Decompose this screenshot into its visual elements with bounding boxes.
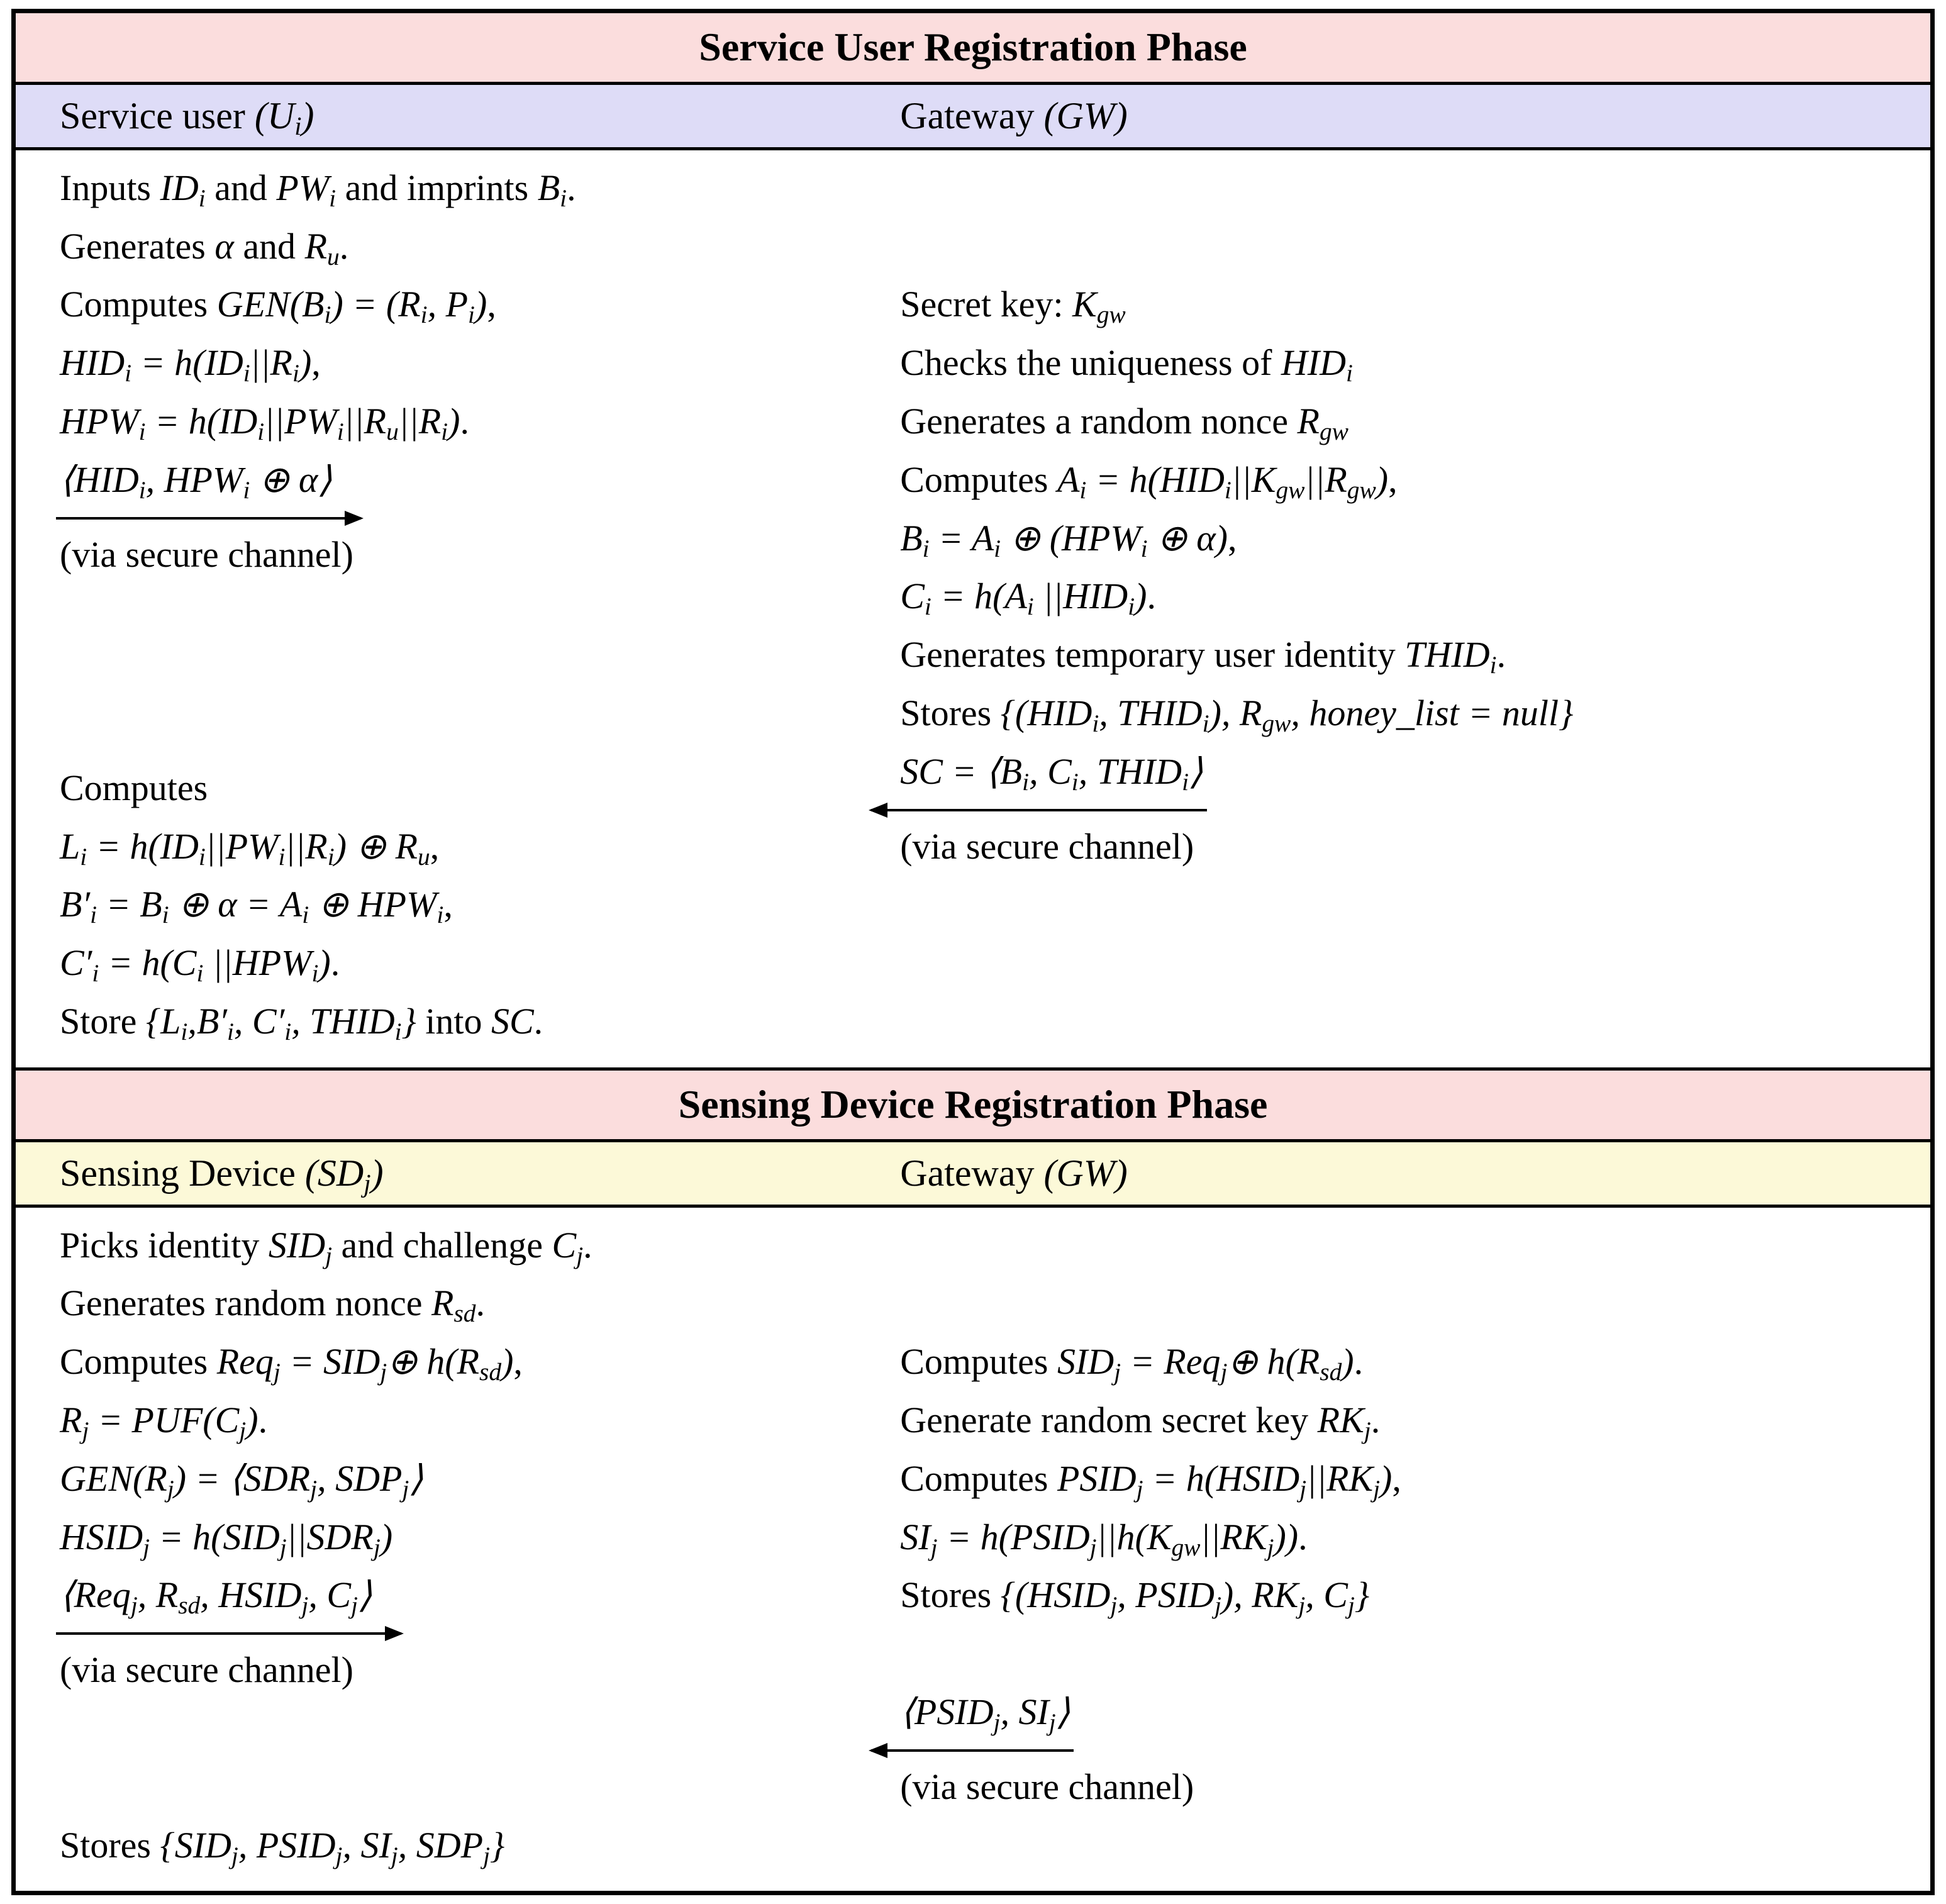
send-arrow (56, 1632, 401, 1635)
protocol-line (900, 218, 1918, 276)
receive-arrow (871, 809, 1206, 811)
protocol-line (60, 584, 896, 642)
protocol-line (900, 159, 1918, 218)
section1-header-left: Service user $(U_i)$ (60, 94, 314, 140)
protocol-figure (11, 9, 1935, 1895)
protocol-line: (via secure channel) (900, 1766, 1194, 1807)
receive-arrow (871, 1749, 1074, 1752)
protocol-line: Generate random secret key $RK_j$. (900, 1399, 1381, 1444)
protocol-line: Store {$L_i,B'_i$, $C'_i$, $THID_i$} into SC. (60, 1000, 543, 1045)
section1-title: Service User Registration Phase (16, 13, 1930, 85)
protocol-line: Generates a random nonce $R_{gw}$ (900, 400, 1348, 445)
protocol-line (60, 1758, 896, 1817)
protocol-line: $GEN(R_j)$ = $⟨SDR_j$, $SDP_j⟩$ (60, 1457, 423, 1503)
protocol-line: Stores {$SID_j$, $PSID_j$, $SI_j$, $SDP_j$} (60, 1824, 505, 1869)
protocol-line (60, 642, 896, 701)
protocol-line: $C_i = h(A_i$ $||HID_i$). (900, 576, 1156, 621)
section2-header-right: Gateway (GW) (900, 1152, 1128, 1194)
section2-header-row (16, 1142, 1930, 1208)
protocol-line: Computes $GEN(B_i) = (R_i$, $P_i$), (60, 284, 496, 329)
protocol-line: $B_i = A_i$ ⊕ ($HPW_i$ ⊕ α), (900, 517, 1237, 562)
protocol-line: Generates temporary user identity $THID_i$. (900, 634, 1506, 679)
channel-message: SC = $⟨B_i$, $C_i$, $THID_i⟩$ (900, 743, 1203, 818)
protocol-line: Generates random nonce $R_{sd}$. (60, 1283, 486, 1328)
section1-body (16, 150, 1930, 1067)
protocol-line (60, 451, 896, 526)
protocol-line: Computes $Req_j = SID_j\oplus$ $h(R_{sd})$, (60, 1341, 523, 1386)
send-arrow (56, 517, 361, 520)
protocol-line: $HPW_i = h(ID_i||PW_i||R_u||R_i)$. (60, 400, 469, 445)
protocol-line: $HID_i = h(ID_i||R_i)$, (60, 342, 321, 387)
section1-header-row (16, 85, 1930, 150)
protocol-line: Computes $A_i = h(HID_i||K_{gw}||R_{gw})$, (900, 459, 1398, 504)
protocol-line (900, 1683, 1918, 1758)
protocol-line: Checks the uniqueness of $HID_i$ (900, 342, 1353, 387)
protocol-line (900, 1625, 1918, 1683)
protocol-line (60, 701, 896, 759)
channel-message: ⟨Req$_j$, $R_{sd}$, $HSID_j$, $C_j⟩$ (60, 1566, 372, 1641)
protocol-line: Computes (60, 767, 208, 808)
protocol-line (900, 743, 1918, 818)
protocol-line: Generates α and $R_u$. (60, 225, 349, 270)
section1-gateway-column (896, 159, 1930, 1051)
channel-message: $⟨PSID_j$, $SI_j⟩$ (900, 1683, 1070, 1758)
protocol-line: Computes $PSID_j$ = $h(HSID_j||RK_j)$, (900, 1457, 1401, 1503)
protocol-line (60, 1566, 896, 1641)
protocol-line: Stores {($HSID_j$, $PSID_j$), $RK_j$, $C_j$} (900, 1574, 1370, 1620)
protocol-line (60, 1700, 896, 1758)
protocol-line: (via secure channel) (900, 825, 1194, 867)
section2-device-column (16, 1216, 896, 1875)
section1-header-right: Gateway (GW) (900, 94, 1128, 136)
section2-title: Sensing Device Registration Phase (16, 1067, 1930, 1142)
protocol-line: Picks identity $SID_j$ and challenge $C_j$. (60, 1224, 592, 1269)
protocol-line: $B'_i = B_i$ ⊕ $\alpha = A_i$ ⊕ $HPW_i$, (60, 884, 453, 929)
protocol-line: Computes $SID_j$ = Req$_j$⊕ $h(R_{sd})$. (900, 1341, 1364, 1386)
protocol-line: (via secure channel) (60, 1649, 353, 1691)
protocol-line (900, 1274, 1918, 1333)
section1-user-column (16, 159, 896, 1051)
protocol-line (900, 1216, 1918, 1275)
protocol-line: Stores {($HID_i$, $THID_i$), $R_{gw}$, honey_list = null} (900, 692, 1574, 737)
protocol-line: Inputs $ID_i$ and $PW_i$ and imprints $B_i$. (60, 167, 576, 212)
protocol-line: (via secure channel) (60, 533, 353, 575)
section2-header-left: Sensing Device $(SD_j)$ (60, 1152, 384, 1198)
protocol-line: $C'_i = h(C_i$ $||HPW_i$). (60, 942, 340, 988)
channel-message: $⟨HID_i$, $HPW_i$ ⊕ α⟩ (60, 451, 332, 526)
section2-gateway-column (896, 1216, 1930, 1875)
protocol-line: $L_i = h(ID_i||PW_i||R_i)$ ⊕ $R_u$, (60, 825, 440, 871)
protocol-line: $SI_j$ = $h(PSID_j||h(K_{gw}||RK_j))$. (900, 1516, 1308, 1561)
protocol-line: $R_j = PUF(C_j)$. (60, 1399, 268, 1444)
section2-body (16, 1208, 1930, 1891)
protocol-line: Secret key: $K_{gw}$ (900, 284, 1126, 329)
protocol-line: $HSID_j = h(SID_j||SDR_j)$ (60, 1516, 393, 1561)
